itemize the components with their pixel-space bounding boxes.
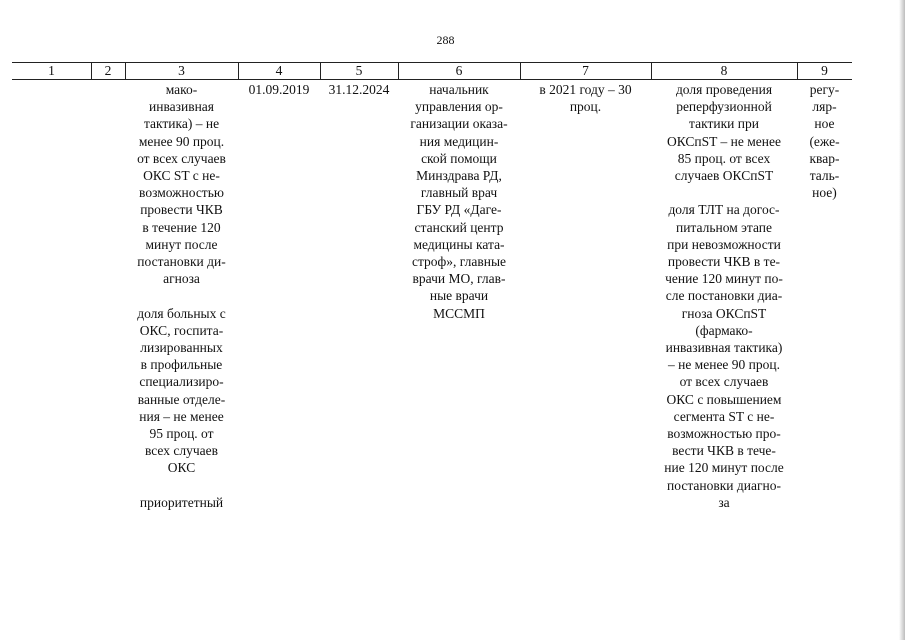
column-header-7: 7 [582,63,589,78]
column-header-6: 6 [455,63,463,78]
cell-col5-end-date: 31.12.2024 [328,82,390,97]
column-header-3: 3 [178,63,185,78]
cell-col9-frequency: регу- ляр- ное (еже- квар- таль- ное) [809,82,840,201]
cell-col4-start-date: 01.09.2019 [248,82,310,97]
page-number: 288 [436,33,455,47]
cell-col6-responsible: начальник управления ор- ганизации оказа- ния медицин- ской помощи Минздрава РД, главный врач ГБУ РД «Даге- станский центр медицины ката- строф», главные врачи МО, глав- ные врачи МССМП [410,82,508,321]
cell-col7-target: в 2021 году – 30 проц. [539,82,632,115]
column-header-9: 9 [821,63,828,78]
column-header-8: 8 [720,63,728,78]
column-header-2: 2 [104,63,112,78]
cell-col3-indicators: мако- инвазивная тактика) – не менее 90 проц. от всех случаев ОКС ST с не- возможностью провести ЧКВ в течение 120 минут после постановки ди- агноза доля больных с ОКС, госпита- лизированных в профильные специализиро- ванные отделе- ния – не менее 95 проц. от всех случаев ОКС приоритетный [137,82,226,510]
column-header-5: 5 [355,63,363,78]
column-header-1: 1 [48,63,55,78]
table-header-bottom-border [12,79,852,80]
cell-col8-result: доля проведения реперфузионной тактики при ОКСпST – не менее 85 проц. от всех случаев ОКСпST доля ТЛТ на догос- питальном этапе при невозможности провести ЧКВ в те- чение 120 минут по- сле постановки диа- гноза ОКСпST (фармако- инвазивная тактика) – не менее 90 проц. от всех случаев ОКС с повышением сегмента ST с не- возможностью про- вести ЧКВ в тече- ние 120 минут после постановки диагно- за [664,82,784,510]
page-edge-shadow [899,0,905,640]
column-header-4: 4 [275,63,283,78]
